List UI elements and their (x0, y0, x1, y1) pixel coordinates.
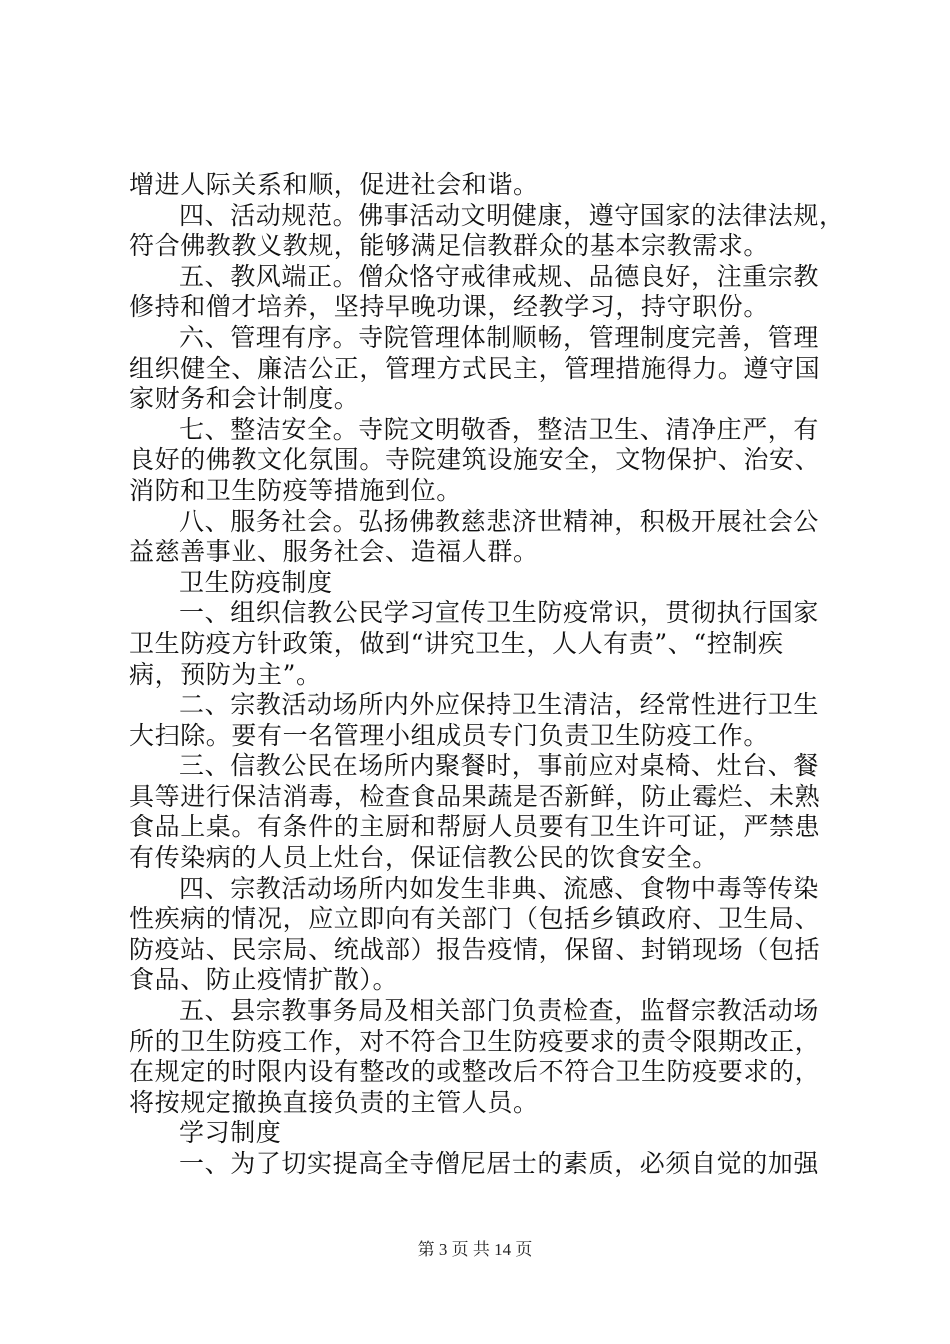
text-line: 食品、防止疫情扩散）。 (129, 965, 399, 995)
text-line: 增进人际关系和顺，促进社会和谐。 (129, 170, 539, 199)
text-line: 所的卫生防疫工作，对不符合卫生防疫要求的责令限期改正， (129, 1026, 821, 1056)
text-line: 良好的佛教文化氛围。寺院建筑设施安全，文物保护、治安、 (129, 445, 821, 475)
text-line: 四、活动规范。佛事活动文明健康，遵守国家的法律法规， (179, 200, 845, 230)
text-line: 消防和卫生防疫等措施到位。 (129, 475, 462, 505)
text-line: 家财务和会计制度。 (129, 384, 360, 414)
text-line: 卫生防疫方针政策，做到“讲究卫生，人人有责”、“控制疾 (129, 628, 784, 658)
text-line: 一、为了切实提高全寺僧尼居士的素质，必须自觉的加强 (179, 1149, 820, 1178)
section-heading: 卫生防疫制度 (179, 567, 333, 597)
text-line: 病，预防为主”。 (129, 659, 322, 689)
text-line: 防疫站、民宗局、统战部）报告疫情，保留、封销现场（包括 (129, 934, 821, 964)
text-line: 符合佛教教义教规，能够满足信教群众的基本宗教需求。 (129, 231, 770, 261)
document-body (129, 170, 845, 1180)
text-line: 一、组织信教公民学习宣传卫生防疫常识，贯彻执行国家 (179, 598, 820, 628)
page-indicator: 第 3 页 共 14 页 (417, 1240, 533, 1259)
section-heading: 学习制度 (179, 1118, 282, 1148)
text-line: 八、服务社会。弘扬佛教慈悲济世精神，积极开展社会公 (179, 506, 820, 536)
text-line: 五、县宗教事务局及相关部门负责检查，监督宗教活动场 (179, 996, 820, 1026)
text-line: 将按规定撤换直接负责的主管人员。 (129, 1087, 539, 1117)
text-line: 五、教风端正。僧众恪守戒律戒规、品德良好，注重宗教 (179, 261, 820, 291)
text-line: 四、宗教活动场所内如发生非典、流感、食物中毒等传染 (179, 873, 820, 903)
text-line: 修持和僧才培养，坚持早晚功课，经教学习，持守职份。 (129, 292, 770, 322)
text-line: 七、整洁安全。寺院文明敬香，整洁卫生、清净庄严，有 (179, 414, 820, 444)
text-line: 性疾病的情况，应立即向有关部门（包括乡镇政府、卫生局、 (129, 904, 821, 934)
text-line: 三、信教公民在场所内聚餐时，事前应对桌椅、灶台、餐 (179, 751, 820, 781)
text-line: 组织健全、廉洁公正，管理方式民主，管理措施得力。遵守国 (129, 353, 821, 383)
text-line: 大扫除。要有一名管理小组成员专门负责卫生防疫工作。 (129, 720, 770, 750)
text-line: 益慈善事业、服务社会、造福人群。 (129, 537, 539, 567)
text-line: 有传染病的人员上灶台，保证信教公民的饮食安全。 (129, 843, 718, 873)
text-line: 二、宗教活动场所内外应保持卫生清洁，经常性进行卫生 (179, 690, 820, 720)
text-line: 具等进行保洁消毒，检查食品果蔬是否新鲜，防止霉烂、未熟 (129, 781, 821, 811)
text-line: 六、管理有序。寺院管理体制顺畅，管理制度完善，管理 (179, 322, 820, 352)
page-footer (0, 1240, 950, 1260)
text-line: 在规定的时限内设有整改的或整改后不符合卫生防疫要求的， (129, 1057, 821, 1087)
text-line: 食品上桌。有条件的主厨和帮厨人员要有卫生许可证，严禁患 (129, 812, 821, 842)
